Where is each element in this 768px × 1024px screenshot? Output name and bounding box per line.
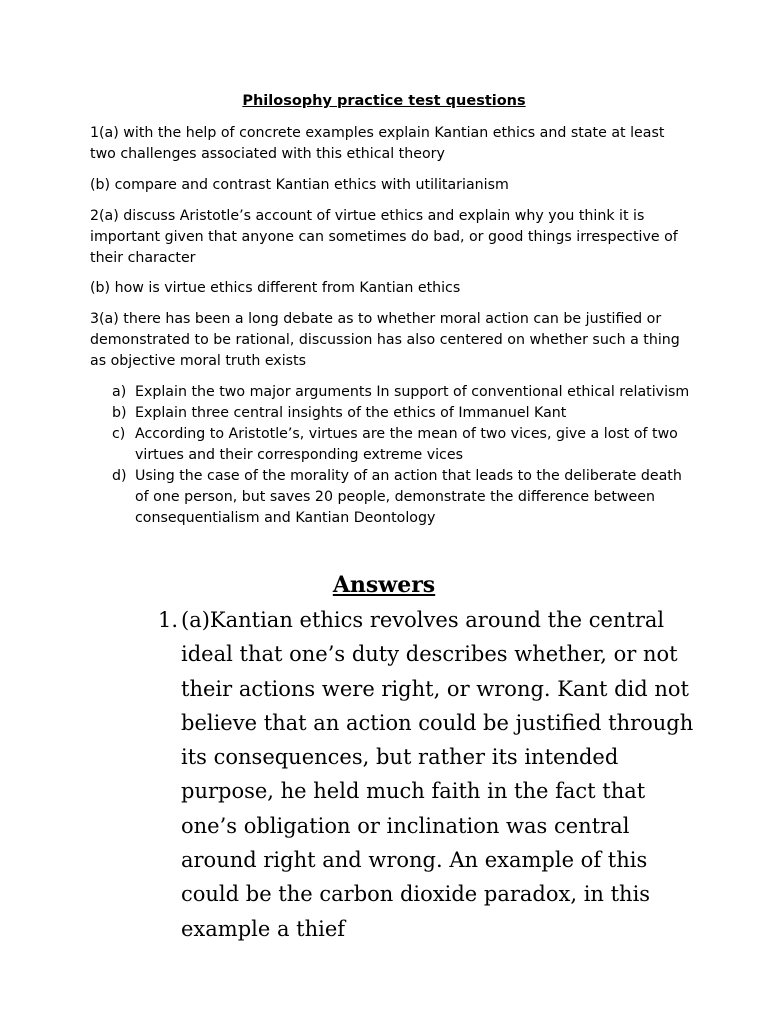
question-2a: 2(a) discuss Aristotle’s account of virtue ethics and explain why you think it is important given that anyone can sometimes do bad, or good things irrespective of their character <box>90 208 678 266</box>
list-marker: c) <box>112 426 126 442</box>
list-item-text: According to Aristotle’s, virtues are the mean of two vices, give a lost of two virtues and their corresponding extreme vices <box>135 426 678 463</box>
question-2b: (b) how is virtue ethics different from Kantian ethics <box>90 280 461 296</box>
question-1a: 1(a) with the help of concrete examples explain Kantian ethics and state at least two challenges associated with this ethical theory <box>90 125 665 162</box>
list-item-text: Explain three central insights of the ethics of Immanuel Kant <box>135 405 567 421</box>
list-item <box>90 424 690 466</box>
question-1b: (b) compare and contrast Kantian ethics with utilitarianism <box>90 177 509 193</box>
list-item <box>90 403 690 424</box>
question-3a: 3(a) there has been a long debate as to whether moral action can be justified or demonstrated to be rational, discussion has also centered on whether such a thing as objective moral truth exists <box>90 311 680 369</box>
list-item <box>90 382 690 403</box>
list-item-text: Using the case of the morality of an action that leads to the deliberate death of one person, but saves 20 people, demonstrate the difference between consequentialism and Kantian Deontology <box>135 468 682 526</box>
list-item <box>90 466 690 529</box>
answer-1 <box>158 603 698 946</box>
list-marker: d) <box>112 468 127 484</box>
answer-number: 1. <box>158 608 179 632</box>
list-item-text: Explain the two major arguments In support of conventional ethical relativism <box>135 384 690 400</box>
document-title: Philosophy practice test questions <box>242 93 526 109</box>
answers-heading: Answers <box>332 572 436 598</box>
list-marker: b) <box>112 405 127 421</box>
answer-text: (a)Kantian ethics revolves around the central ideal that one’s duty describes whether, or not their actions were right, or wrong. Kant did not believe that an action could be justified through its consequences, but rather its intended purpose, he held much faith in the fact that one’s obligation or inclination was central around right and wrong. An example of this could be the carbon dioxide paradox, in this example a thief <box>181 608 694 941</box>
list-marker: a) <box>112 384 127 400</box>
sub-question-list <box>90 382 690 529</box>
